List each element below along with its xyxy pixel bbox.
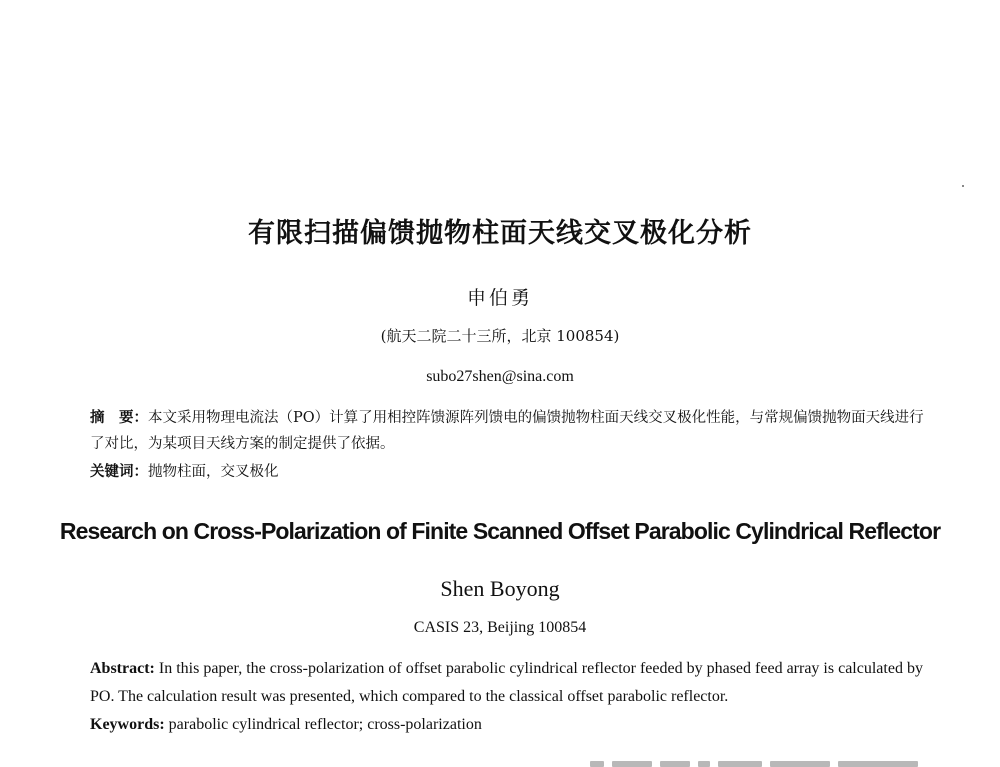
english-keywords-text: parabolic cylindrical reflector; cross-polarization xyxy=(168,716,482,733)
chinese-keywords-text: 抛物柱面，交叉极化 xyxy=(148,464,279,480)
chinese-keywords xyxy=(90,459,930,485)
chinese-author: 申伯勇 xyxy=(466,287,533,309)
english-abstract-text: In this paper, the cross-polarization of offset parabolic cylindrical reflector feeded by phased feed array is calculated by PO. The calculation result was presented, which compared to the classical offset parabolic reflector. xyxy=(90,660,923,705)
chinese-abstract xyxy=(90,405,930,457)
scan-speck xyxy=(962,185,964,187)
chinese-title: 有限扫描偏馈抛物柱面天线交叉极化分析 xyxy=(248,218,752,249)
english-title: Research on Cross-Polarization of Finite Scanned Offset Parabolic Cylindrical Reflector xyxy=(59,518,941,544)
english-author: Shen Boyong xyxy=(440,576,560,601)
chinese-abstract-label: 摘 要： xyxy=(90,410,148,426)
english-keywords xyxy=(90,711,940,739)
english-abstract xyxy=(90,655,940,711)
chinese-keywords-label: 关键词： xyxy=(90,464,148,480)
english-keywords-label: Keywords: xyxy=(90,716,165,733)
cut-off-text-line xyxy=(590,758,930,767)
author-email: subo27shen@sina.com xyxy=(426,368,574,385)
english-affiliation: CASIS 23, Beijing 100854 xyxy=(413,619,587,636)
english-abstract-label: Abstract: xyxy=(90,660,155,677)
chinese-abstract-text: 本文采用物理电流法（PO）计算了用相控阵馈源阵列馈电的偏馈抛物柱面天线交叉极化性能，与常规偏馈抛物面天线进行了对比，为某项目天线方案的制定提供了依据。 xyxy=(90,410,924,452)
chinese-affiliation: (航天二院二十三所，北京 100854) xyxy=(380,327,620,345)
